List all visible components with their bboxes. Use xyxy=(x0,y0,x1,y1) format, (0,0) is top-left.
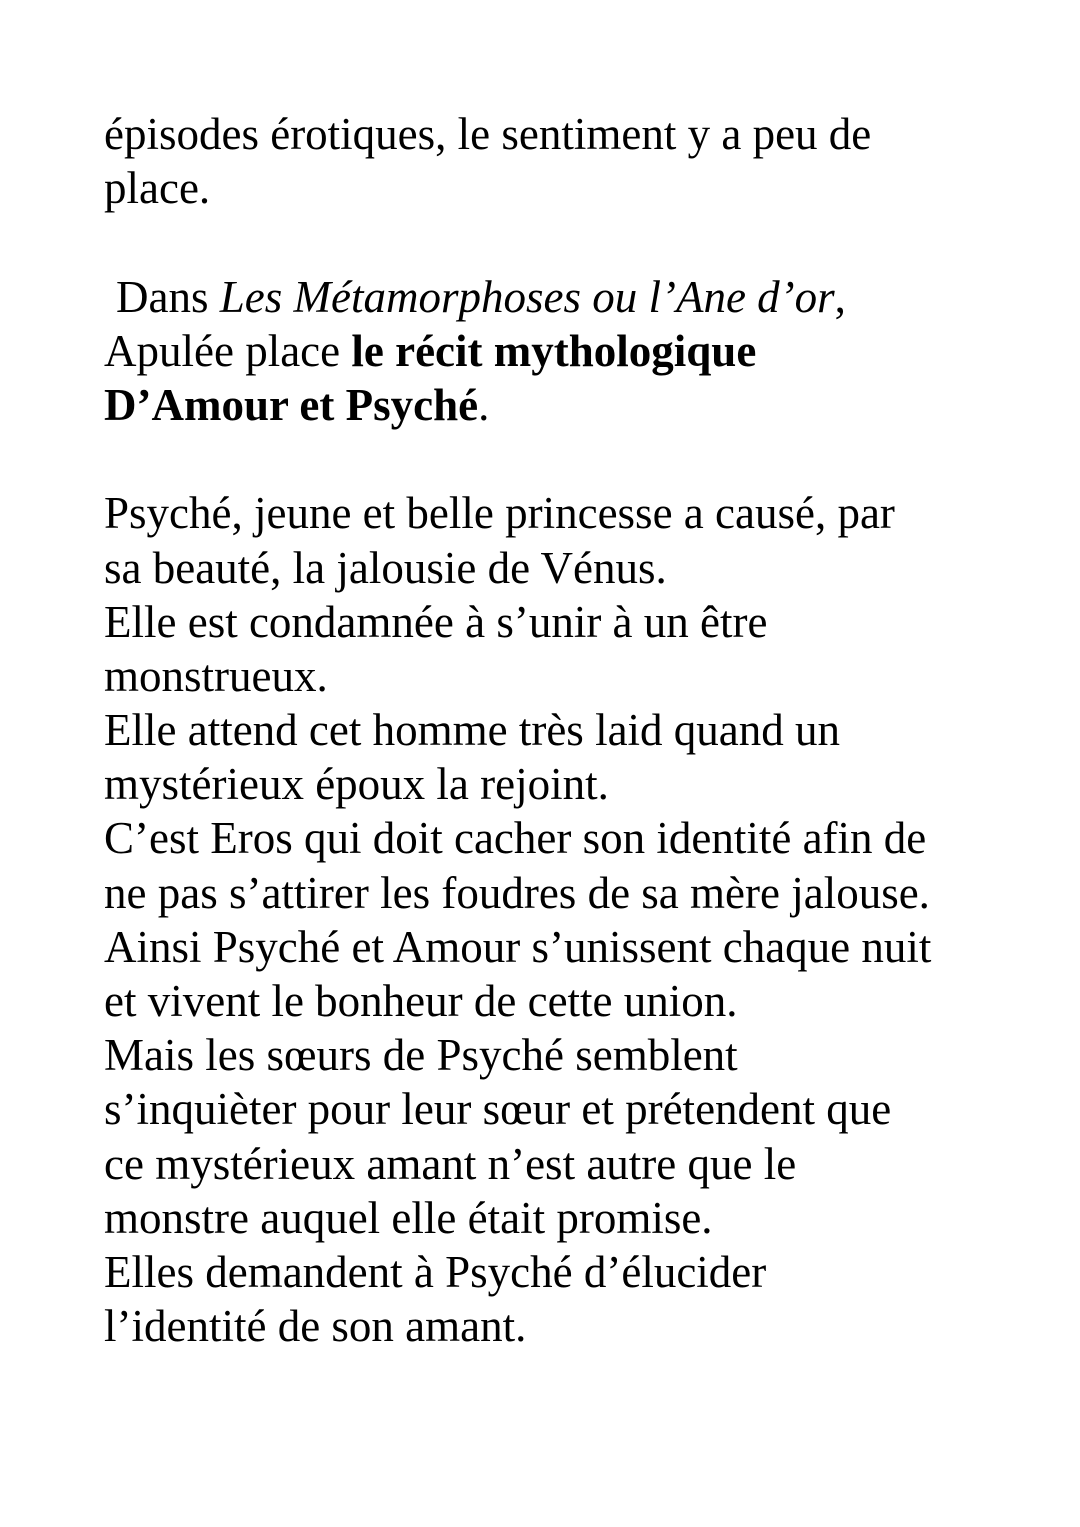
text-line: Psyché, jeune et belle princesse a causé, par xyxy=(104,488,895,539)
text-line: monstrueux. xyxy=(104,650,328,701)
text-line: épisodes érotiques, le sentiment y a peu de xyxy=(104,109,872,159)
text-line xyxy=(104,378,1004,432)
text-run: . xyxy=(478,379,490,430)
text-line: l’identité de son amant. xyxy=(104,1301,527,1352)
text-line: ne pas s’attirer les foudres de sa mère jalouse. xyxy=(104,867,930,918)
text-line: C’est Eros qui doit cacher son identité afin de xyxy=(104,813,927,864)
text-run: Dans xyxy=(116,271,220,322)
book-title: Les Métamorphoses ou l’Ane d’or xyxy=(219,271,835,322)
text-line: sa beauté, la jalousie de Vénus. xyxy=(104,542,667,593)
emphasis-text: le récit mythologique xyxy=(351,325,757,376)
emphasis-text: D’Amour et Psyché xyxy=(104,379,479,430)
document-body xyxy=(104,107,1004,1353)
text-line: Elle est condamnée à s’unir à un être xyxy=(104,596,768,647)
paragraph-spacer xyxy=(104,215,1004,269)
text-line xyxy=(104,270,1004,324)
text-line: ce mystérieux amant n’est autre que le xyxy=(104,1138,797,1189)
paragraph-spacer xyxy=(104,432,1004,486)
text-line: Elle attend cet homme très laid quand un xyxy=(104,705,841,756)
text-run: , xyxy=(834,271,846,322)
text-line: et vivent le bonheur de cette union. xyxy=(104,976,738,1026)
text-line xyxy=(104,324,1004,378)
text-line: s’inquièter pour leur sœur et prétendent que xyxy=(104,1084,892,1135)
text-line: mystérieux époux la rejoint. xyxy=(104,759,609,810)
text-line: monstre auquel elle était promise. xyxy=(104,1192,713,1243)
text-line: Elles demandent à Psyché d’élucider xyxy=(104,1246,767,1297)
text-line: place. xyxy=(104,163,211,214)
text-run: Apulée place xyxy=(104,325,352,376)
text-line: Mais les sœurs de Psyché semblent xyxy=(104,1030,738,1081)
text-line: Ainsi Psyché et Amour s’unissent chaque nuit xyxy=(104,921,932,972)
